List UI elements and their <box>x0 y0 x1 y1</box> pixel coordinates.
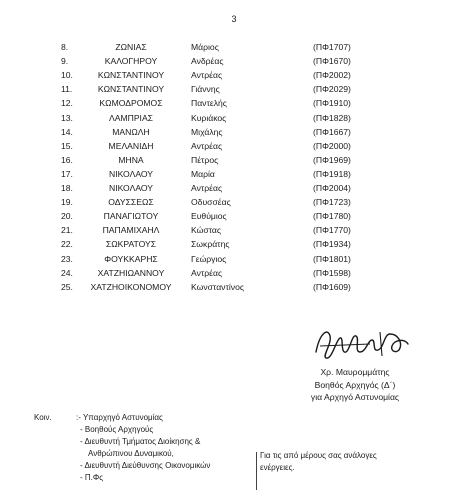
roster-surname: ΧΑΤΖΗΟΙΚΟΝΟΜΟΥ <box>90 281 172 292</box>
roster-code: (ΠΦ1670) <box>313 56 351 67</box>
roster-row <box>0 111 468 125</box>
action-note-line: ενέργειες. <box>260 463 295 472</box>
roster-code: (ΠΦ2029) <box>313 84 351 95</box>
action-note-line: Για τις από μέρους σας ανάλογες <box>260 451 377 460</box>
roster-surname: ΠΑΝΑΓΙΩΤΟΥ <box>103 211 159 222</box>
roster-surname: ΜΕΛΑΝΙΔΗ <box>108 140 154 151</box>
roster-code: (ΠΦ1609) <box>313 281 351 292</box>
signer-on-behalf: για Αρχηγό Αστυνομίας <box>310 392 400 402</box>
roster-row <box>0 54 468 68</box>
roster-surname: ΚΩΜΟΔΡΟΜΟΣ <box>99 98 163 109</box>
roster-row <box>0 68 468 82</box>
roster-number: 19. <box>61 197 73 208</box>
roster-given-name: Γεώργιος <box>191 253 227 264</box>
signer-name: Χρ. Μαυρομμάτης <box>320 367 390 377</box>
roster-row <box>0 96 468 110</box>
roster-surname: ΝΙΚΟΛΑΟΥ <box>108 168 154 179</box>
roster-given-name: Μιχάλης <box>191 126 223 137</box>
roster-row <box>0 82 468 96</box>
roster-given-name: Αντρέας <box>191 70 223 81</box>
roster-row <box>0 223 468 237</box>
roster-row <box>0 181 468 195</box>
roster-code: (ΠΦ2002) <box>313 70 351 81</box>
distribution-item: - Βοηθούς Αρχηγούς <box>80 425 154 434</box>
roster-given-name: Κώστας <box>191 225 222 236</box>
distribution-item: - Π.Φς <box>80 473 104 482</box>
distribution-item: - Διευθυντή Διεύθυνσης Οικονομικών <box>80 461 211 470</box>
roster-given-name: Ευθύμιος <box>191 211 227 222</box>
roster-row <box>0 280 468 294</box>
roster-number: 13. <box>61 112 73 123</box>
roster-row <box>0 209 468 223</box>
roster-number: 8. <box>61 42 69 52</box>
roster-surname: ΦΟΥΚΚΑΡΗΣ <box>104 253 158 264</box>
roster-row <box>0 40 468 54</box>
roster-surname: ΣΩΚΡΑΤΟΥΣ <box>105 239 157 250</box>
roster-code: (ΠΦ1828) <box>313 112 351 123</box>
roster-number: 9. <box>61 56 69 67</box>
roster-row <box>0 195 468 209</box>
roster-number: 16. <box>61 154 73 165</box>
roster-code: (ΠΦ2000) <box>313 140 351 151</box>
distribution-item: :- Υπαρχηγό Αστυνομίας <box>76 413 163 422</box>
roster-number: 21. <box>61 225 73 236</box>
roster-given-name: Ανδρέας <box>191 56 224 67</box>
roster-number: 22. <box>61 239 73 250</box>
roster-code: (ΠΦ1910) <box>313 98 351 109</box>
roster-code: (ΠΦ1801) <box>313 253 351 264</box>
roster-code: (ΠΦ1723) <box>313 197 351 208</box>
distribution-item: - Διευθυντή Τμήματος Διοίκησης & <box>80 437 201 446</box>
distribution-item: Ανθρώπινου Δυναμικού, <box>88 449 174 458</box>
roster-given-name: Γιάννης <box>191 84 220 95</box>
distribution-items <box>76 412 276 484</box>
handwritten-signature <box>310 322 410 364</box>
roster-surname: ΜΗΝΑ <box>118 154 144 165</box>
note-divider <box>256 452 257 490</box>
roster-surname: ΚΩΝΣΤΑΝΤΙΝΟΥ <box>97 70 165 81</box>
roster-row <box>0 125 468 139</box>
signer-block <box>270 366 440 404</box>
roster-row <box>0 266 468 280</box>
roster-number: 12. <box>61 98 73 109</box>
roster-number: 11. <box>61 84 73 95</box>
roster-surname: ΚΑΛΟΓΗΡΟΥ <box>104 56 158 67</box>
roster-surname: ΖΩΝΙΑΣ <box>115 42 147 52</box>
roster-row <box>0 237 468 251</box>
signer-title: Βοηθός Αρχηγός (Δ΄) <box>314 379 396 390</box>
distribution-label: Κοιν. <box>34 413 52 422</box>
roster-number: 23. <box>61 253 73 264</box>
roster-given-name: Πέτρος <box>191 154 219 165</box>
roster-surname: ΟΔΥΣΣΕΩΣ <box>108 197 154 208</box>
roster-code: (ΠΦ1598) <box>313 267 351 278</box>
roster-row <box>0 139 468 153</box>
roster-surname: ΜΑΝΩΛΗ <box>112 126 150 137</box>
roster-number: 10. <box>61 70 73 81</box>
roster-row <box>0 252 468 266</box>
roster-code: (ΠΦ1934) <box>313 239 351 250</box>
roster-given-name: Παντελής <box>191 98 227 109</box>
roster-number: 17. <box>61 168 73 179</box>
roster-given-name: Μάριος <box>191 42 219 52</box>
roster-given-name: Αντρέας <box>191 183 223 193</box>
roster-number: 18. <box>61 183 73 193</box>
roster-given-name: Σωκράτης <box>191 239 230 250</box>
roster-surname: ΛΑΜΠΡΙΑΣ <box>108 112 153 123</box>
action-note <box>260 450 430 474</box>
roster-given-name: Αντρέας <box>191 140 223 151</box>
roster-number: 24. <box>61 267 73 278</box>
roster-number: 25. <box>61 281 73 292</box>
roster-surname: ΧΑΤΖΗΙΩΑΝΝΟΥ <box>97 267 165 278</box>
roster-number: 14. <box>61 126 73 137</box>
roster-number: 20. <box>61 211 73 222</box>
roster-given-name: Κωνσταντίνος <box>191 281 244 292</box>
roster-given-name: Μαρία <box>191 168 215 179</box>
roster-code: (ΠΦ1770) <box>313 225 351 236</box>
roster-surname: ΠΑΠΑΜΙΧΑΗΛ <box>102 225 160 236</box>
roster-number: 15. <box>61 140 73 151</box>
roster-code: (ΠΦ1707) <box>313 42 351 52</box>
roster-row <box>0 167 468 181</box>
roster-row <box>0 153 468 167</box>
roster-given-name: Οδυσσέας <box>191 197 231 208</box>
roster-code: (ΠΦ1667) <box>313 126 351 137</box>
roster-code: (ΠΦ1969) <box>313 154 351 165</box>
roster-given-name: Αντρέας <box>191 267 223 278</box>
roster-given-name: Κυριάκος <box>191 112 227 123</box>
roster-code: (ΠΦ2004) <box>313 183 351 193</box>
roster-surname: ΚΩΝΣΤΑΝΤΙΝΟΥ <box>97 84 165 95</box>
page-number: 3 <box>231 14 237 24</box>
roster-code: (ΠΦ1780) <box>313 211 351 222</box>
roster-surname: ΝΙΚΟΛΑΟΥ <box>108 183 154 193</box>
roster-code: (ΠΦ1918) <box>313 168 351 179</box>
